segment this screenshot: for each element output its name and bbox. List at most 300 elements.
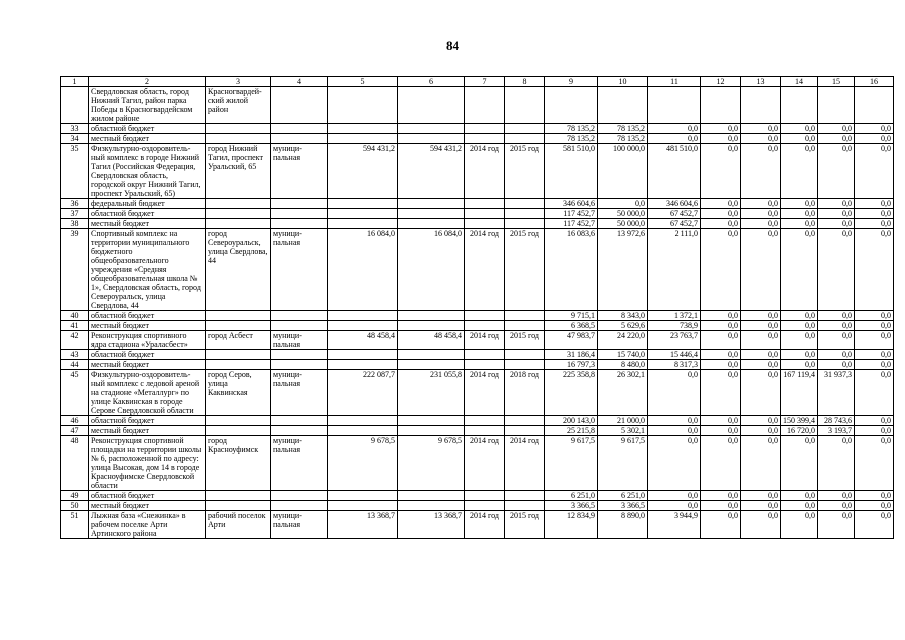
estimated-cost: 222 087,7 bbox=[328, 370, 398, 416]
start-year bbox=[465, 426, 505, 436]
row-number: 47 bbox=[61, 426, 89, 436]
row-number: 45 bbox=[61, 370, 89, 416]
row-number: 44 bbox=[61, 360, 89, 370]
funding-value: 0,0 bbox=[701, 350, 741, 360]
object-location bbox=[206, 124, 271, 134]
funding-value: 0,0 bbox=[741, 124, 781, 134]
table-row bbox=[61, 511, 894, 539]
start-year: 2014 год bbox=[465, 370, 505, 416]
row-number: 39 bbox=[61, 229, 89, 311]
end-year: 2018 год bbox=[505, 370, 545, 416]
end-year: 2015 год bbox=[505, 331, 545, 350]
continuation-row bbox=[61, 87, 894, 124]
start-year bbox=[465, 199, 505, 209]
funding-value: 225 358,8 bbox=[545, 370, 598, 416]
funding-value: 15 446,4 bbox=[648, 350, 701, 360]
estimated-cost bbox=[328, 134, 398, 144]
funding-value: 0,0 bbox=[701, 370, 741, 416]
column-header: 9 bbox=[545, 77, 598, 87]
row-number: 49 bbox=[61, 491, 89, 501]
ownership-type bbox=[271, 360, 328, 370]
start-year bbox=[465, 350, 505, 360]
funding-value: 78 135,2 bbox=[545, 124, 598, 134]
start-year bbox=[465, 311, 505, 321]
funding-value: 0,0 bbox=[855, 321, 894, 331]
funding-value: 9 617,5 bbox=[545, 436, 598, 491]
funding-value: 0,0 bbox=[701, 331, 741, 350]
estimated-cost bbox=[328, 426, 398, 436]
row-number: 35 bbox=[61, 144, 89, 199]
row-number: 40 bbox=[61, 311, 89, 321]
funding-value: 0,0 bbox=[741, 426, 781, 436]
end-year: 2014 год bbox=[505, 436, 545, 491]
row-number: 38 bbox=[61, 219, 89, 229]
funding-value: 0,0 bbox=[855, 331, 894, 350]
object-name: местный бюджет bbox=[89, 219, 206, 229]
funding-value: 67 452,7 bbox=[648, 209, 701, 219]
row-number: 36 bbox=[61, 199, 89, 209]
funding-value: 0,0 bbox=[818, 321, 855, 331]
funding-value: 0,0 bbox=[818, 501, 855, 511]
funding-value: 0,0 bbox=[741, 144, 781, 199]
object-location: рабочий поселок Арти bbox=[206, 511, 271, 539]
object-name: областной бюджет bbox=[89, 124, 206, 134]
table-row bbox=[61, 426, 894, 436]
funding-value: 581 510,0 bbox=[545, 144, 598, 199]
column-header: 4 bbox=[271, 77, 328, 87]
funding-value: 0,0 bbox=[781, 360, 818, 370]
object-name: Лыжная база «Снежинка» в рабочем поселке Арти Артинского района bbox=[89, 511, 206, 539]
funding-value: 78 135,2 bbox=[545, 134, 598, 144]
estimated-cost-current: 48 458,4 bbox=[398, 331, 465, 350]
estimated-cost-current bbox=[398, 491, 465, 501]
object-name: Спортивный комплекс на территории муниципального бюджетного общеобразовательного учреждения «Средняя общеобразовательная школа № 1», Свердловская область, город Североуральск, улица Свердлова, 44 bbox=[89, 229, 206, 311]
object-name: областной бюджет bbox=[89, 350, 206, 360]
funding-value: 0,0 bbox=[781, 311, 818, 321]
object-name: Физкультурно-оздоровитель-ный комплекс в городе Нижний Тагил (Российская Федерация, Свердловская область, городской округ Нижний Тагил, проспект Уральский, 65) bbox=[89, 144, 206, 199]
funding-value: 50 000,0 bbox=[598, 219, 648, 229]
funding-value: 13 972,6 bbox=[598, 229, 648, 311]
funding-value: 0,0 bbox=[818, 124, 855, 134]
ownership-type bbox=[271, 209, 328, 219]
row-number: 41 bbox=[61, 321, 89, 331]
estimated-cost bbox=[328, 311, 398, 321]
funding-value: 3 366,5 bbox=[545, 501, 598, 511]
estimated-cost bbox=[328, 219, 398, 229]
object-location bbox=[206, 360, 271, 370]
object-location bbox=[206, 491, 271, 501]
estimated-cost-current bbox=[398, 219, 465, 229]
funding-value: 0,0 bbox=[818, 229, 855, 311]
funding-value: 0,0 bbox=[781, 209, 818, 219]
estimated-cost-current bbox=[398, 416, 465, 426]
column-header: 1 bbox=[61, 77, 89, 87]
end-year bbox=[505, 321, 545, 331]
estimated-cost-current bbox=[398, 426, 465, 436]
estimated-cost-current bbox=[398, 350, 465, 360]
start-year: 2014 год bbox=[465, 436, 505, 491]
funding-value: 0,0 bbox=[818, 209, 855, 219]
object-name: местный бюджет bbox=[89, 360, 206, 370]
object-location: город Североуральск, улица Свердлова, 44 bbox=[206, 229, 271, 311]
estimated-cost: 48 458,4 bbox=[328, 331, 398, 350]
funding-value: 8 480,0 bbox=[598, 360, 648, 370]
funding-value: 23 763,7 bbox=[648, 331, 701, 350]
funding-value: 0,0 bbox=[818, 360, 855, 370]
object-name: областной бюджет bbox=[89, 491, 206, 501]
funding-value: 0,0 bbox=[741, 311, 781, 321]
funding-value: 0,0 bbox=[855, 311, 894, 321]
funding-value: 0,0 bbox=[701, 416, 741, 426]
object-location bbox=[206, 199, 271, 209]
start-year: 2014 год bbox=[465, 144, 505, 199]
funding-value: 25 215,8 bbox=[545, 426, 598, 436]
start-year bbox=[465, 134, 505, 144]
end-year bbox=[505, 199, 545, 209]
estimated-cost-current: 231 055,8 bbox=[398, 370, 465, 416]
funding-value: 0,0 bbox=[701, 311, 741, 321]
row-number: 34 bbox=[61, 134, 89, 144]
funding-value: 0,0 bbox=[741, 511, 781, 539]
table-row bbox=[61, 491, 894, 501]
funding-value: 481 510,0 bbox=[648, 144, 701, 199]
row-number bbox=[61, 87, 89, 124]
start-year bbox=[465, 124, 505, 134]
funding-value: 0,0 bbox=[781, 511, 818, 539]
estimated-cost bbox=[328, 199, 398, 209]
start-year bbox=[465, 501, 505, 511]
object-name: Реконструкция спортивного ядра стадиона «Ураласбест» bbox=[89, 331, 206, 350]
estimated-cost-current bbox=[398, 209, 465, 219]
funding-value: 0,0 bbox=[648, 426, 701, 436]
ownership-type bbox=[271, 426, 328, 436]
funding-value: 6 251,0 bbox=[598, 491, 648, 501]
estimated-cost-current bbox=[398, 134, 465, 144]
funding-value: 0,0 bbox=[741, 134, 781, 144]
header-row bbox=[61, 77, 894, 87]
end-year bbox=[505, 501, 545, 511]
funding-value: 0,0 bbox=[741, 416, 781, 426]
funding-value: 0,0 bbox=[701, 491, 741, 501]
table-row bbox=[61, 134, 894, 144]
end-year: 2015 год bbox=[505, 511, 545, 539]
estimated-cost bbox=[328, 501, 398, 511]
funding-value: 0,0 bbox=[781, 144, 818, 199]
funding-value: 0,0 bbox=[818, 350, 855, 360]
funding-value: 0,0 bbox=[648, 124, 701, 134]
funding-value: 0,0 bbox=[741, 370, 781, 416]
row-number: 51 bbox=[61, 511, 89, 539]
funding-value: 31 937,3 bbox=[818, 370, 855, 416]
funding-value: 16 720,0 bbox=[781, 426, 818, 436]
funding-value: 0,0 bbox=[701, 229, 741, 311]
funding-value: 0,0 bbox=[855, 144, 894, 199]
table-row bbox=[61, 436, 894, 491]
funding-value: 0,0 bbox=[741, 219, 781, 229]
funding-value: 0,0 bbox=[855, 219, 894, 229]
object-location bbox=[206, 134, 271, 144]
funding-value: 12 834,9 bbox=[545, 511, 598, 539]
funding-value: 0,0 bbox=[855, 511, 894, 539]
end-year bbox=[505, 416, 545, 426]
start-year bbox=[465, 219, 505, 229]
funding-value: 0,0 bbox=[781, 134, 818, 144]
estimated-cost bbox=[328, 491, 398, 501]
object-location bbox=[206, 426, 271, 436]
estimated-cost: 9 678,5 bbox=[328, 436, 398, 491]
end-year bbox=[505, 134, 545, 144]
funding-value: 0,0 bbox=[701, 501, 741, 511]
funding-value: 3 944,9 bbox=[648, 511, 701, 539]
column-header: 6 bbox=[398, 77, 465, 87]
estimated-cost: 16 084,0 bbox=[328, 229, 398, 311]
row-number: 43 bbox=[61, 350, 89, 360]
start-year bbox=[465, 209, 505, 219]
funding-value: 78 135,2 bbox=[598, 124, 648, 134]
funding-value: 5 302,1 bbox=[598, 426, 648, 436]
estimated-cost-current bbox=[398, 199, 465, 209]
ownership-type: муници-пальная bbox=[271, 144, 328, 199]
end-year bbox=[505, 426, 545, 436]
funding-value: 31 186,4 bbox=[545, 350, 598, 360]
table-row bbox=[61, 219, 894, 229]
funding-value: 0,0 bbox=[818, 436, 855, 491]
column-header: 2 bbox=[89, 77, 206, 87]
end-year bbox=[505, 491, 545, 501]
funding-value: 0,0 bbox=[855, 209, 894, 219]
funding-value: 26 302,1 bbox=[598, 370, 648, 416]
funding-value: 167 119,4 bbox=[781, 370, 818, 416]
funding-value: 346 604,6 bbox=[545, 199, 598, 209]
start-year: 2014 год bbox=[465, 511, 505, 539]
object-name: местный бюджет bbox=[89, 501, 206, 511]
end-year bbox=[505, 311, 545, 321]
start-year: 2014 год bbox=[465, 229, 505, 311]
funding-value: 2 111,0 bbox=[648, 229, 701, 311]
funding-value: 0,0 bbox=[781, 350, 818, 360]
funding-value: 0,0 bbox=[701, 209, 741, 219]
funding-value: 3 193,7 bbox=[818, 426, 855, 436]
funding-value: 0,0 bbox=[598, 199, 648, 209]
funding-value: 0,0 bbox=[818, 199, 855, 209]
funding-value: 0,0 bbox=[781, 436, 818, 491]
funding-value: 0,0 bbox=[855, 416, 894, 426]
end-year bbox=[505, 350, 545, 360]
table-row bbox=[61, 144, 894, 199]
funding-value: 0,0 bbox=[701, 124, 741, 134]
estimated-cost-current bbox=[398, 311, 465, 321]
funding-value: 0,0 bbox=[818, 134, 855, 144]
funding-value: 0,0 bbox=[741, 229, 781, 311]
object-location: Красногвардей-ский жилой район bbox=[206, 87, 271, 124]
row-number: 48 bbox=[61, 436, 89, 491]
funding-value: 5 629,6 bbox=[598, 321, 648, 331]
object-name: местный бюджет bbox=[89, 426, 206, 436]
funding-value: 16 083,6 bbox=[545, 229, 598, 311]
object-location bbox=[206, 219, 271, 229]
table-row bbox=[61, 311, 894, 321]
funding-value: 346 604,6 bbox=[648, 199, 701, 209]
funding-value: 0,0 bbox=[855, 199, 894, 209]
ownership-type bbox=[271, 124, 328, 134]
funding-value: 150 399,4 bbox=[781, 416, 818, 426]
funding-value: 0,0 bbox=[781, 501, 818, 511]
object-name: местный бюджет bbox=[89, 134, 206, 144]
object-name: областной бюджет bbox=[89, 311, 206, 321]
object-name: Реконструкция спортивной площадки на территории школы № 6, расположенной по адресу: улица Высокая, дом 14 в городе Красноуфимске Свердловской области bbox=[89, 436, 206, 491]
ownership-type: муници-пальная bbox=[271, 229, 328, 311]
funding-value: 0,0 bbox=[648, 134, 701, 144]
page-number: 84 bbox=[446, 38, 459, 53]
funding-value: 0,0 bbox=[701, 436, 741, 491]
estimated-cost: 13 368,7 bbox=[328, 511, 398, 539]
funding-value: 100 000,0 bbox=[598, 144, 648, 199]
funding-value: 0,0 bbox=[818, 219, 855, 229]
funding-value: 117 452,7 bbox=[545, 219, 598, 229]
ownership-type: муници-пальная bbox=[271, 511, 328, 539]
funding-value: 0,0 bbox=[855, 436, 894, 491]
object-location bbox=[206, 209, 271, 219]
funding-value: 117 452,7 bbox=[545, 209, 598, 219]
ownership-type bbox=[271, 311, 328, 321]
funding-value: 0,0 bbox=[855, 360, 894, 370]
column-header: 16 bbox=[855, 77, 894, 87]
funding-value: 0,0 bbox=[855, 124, 894, 134]
funding-value: 3 366,5 bbox=[598, 501, 648, 511]
object-name: областной бюджет bbox=[89, 209, 206, 219]
ownership-type bbox=[271, 416, 328, 426]
funding-value: 0,0 bbox=[855, 426, 894, 436]
ownership-type: муници-пальная bbox=[271, 331, 328, 350]
object-location bbox=[206, 321, 271, 331]
funding-value: 28 743,6 bbox=[818, 416, 855, 426]
end-year bbox=[505, 360, 545, 370]
ownership-type bbox=[271, 219, 328, 229]
estimated-cost bbox=[328, 360, 398, 370]
object-location bbox=[206, 350, 271, 360]
funding-value: 0,0 bbox=[741, 321, 781, 331]
funding-value: 0,0 bbox=[855, 229, 894, 311]
funding-value: 0,0 bbox=[648, 416, 701, 426]
column-header: 8 bbox=[505, 77, 545, 87]
column-header: 14 bbox=[781, 77, 818, 87]
funding-value: 0,0 bbox=[701, 199, 741, 209]
funding-value: 0,0 bbox=[701, 511, 741, 539]
end-year bbox=[505, 219, 545, 229]
funding-value: 0,0 bbox=[741, 331, 781, 350]
funding-value: 0,0 bbox=[741, 199, 781, 209]
estimated-cost bbox=[328, 321, 398, 331]
object-location: город Серов, улица Каквинская bbox=[206, 370, 271, 416]
funding-value: 0,0 bbox=[818, 511, 855, 539]
column-header: 12 bbox=[701, 77, 741, 87]
funding-value: 738,9 bbox=[648, 321, 701, 331]
end-year: 2015 год bbox=[505, 144, 545, 199]
table-row bbox=[61, 350, 894, 360]
start-year bbox=[465, 416, 505, 426]
funding-value: 24 220,0 bbox=[598, 331, 648, 350]
table-body bbox=[61, 77, 894, 539]
funding-value: 0,0 bbox=[741, 360, 781, 370]
column-header: 11 bbox=[648, 77, 701, 87]
table-row bbox=[61, 321, 894, 331]
funding-value: 9 715,1 bbox=[545, 311, 598, 321]
row-number: 50 bbox=[61, 501, 89, 511]
funding-value: 9 617,5 bbox=[598, 436, 648, 491]
column-header: 7 bbox=[465, 77, 505, 87]
funding-value: 0,0 bbox=[855, 350, 894, 360]
table-row bbox=[61, 199, 894, 209]
object-name: Физкультурно-оздоровитель-ный комплекс с ледовой ареной на стадионе «Металлург» по улице Каквинская в городе Серове Свердловской области bbox=[89, 370, 206, 416]
ownership-type bbox=[271, 134, 328, 144]
funding-value: 0,0 bbox=[781, 491, 818, 501]
ownership-type bbox=[271, 501, 328, 511]
estimated-cost-current: 9 678,5 bbox=[398, 436, 465, 491]
funding-value: 15 740,0 bbox=[598, 350, 648, 360]
column-header: 13 bbox=[741, 77, 781, 87]
funding-value: 200 143,0 bbox=[545, 416, 598, 426]
object-name: Свердловская область, город Нижний Тагил, район парка Победы в Красногвардейском жилом районе bbox=[89, 87, 206, 124]
ownership-type: муници-пальная bbox=[271, 370, 328, 416]
estimated-cost bbox=[328, 350, 398, 360]
funding-value: 0,0 bbox=[818, 144, 855, 199]
estimated-cost-current: 16 084,0 bbox=[398, 229, 465, 311]
funding-value: 0,0 bbox=[855, 501, 894, 511]
funding-value: 0,0 bbox=[741, 209, 781, 219]
funding-value: 0,0 bbox=[781, 219, 818, 229]
object-location bbox=[206, 311, 271, 321]
funding-value: 0,0 bbox=[781, 321, 818, 331]
estimated-cost-current bbox=[398, 124, 465, 134]
funding-value: 67 452,7 bbox=[648, 219, 701, 229]
funding-value: 1 372,1 bbox=[648, 311, 701, 321]
funding-value: 0,0 bbox=[855, 370, 894, 416]
end-year: 2015 год bbox=[505, 229, 545, 311]
funding-value: 0,0 bbox=[781, 199, 818, 209]
ownership-type bbox=[271, 350, 328, 360]
estimated-cost-current bbox=[398, 360, 465, 370]
column-header: 15 bbox=[818, 77, 855, 87]
table-row bbox=[61, 360, 894, 370]
funding-value: 0,0 bbox=[701, 321, 741, 331]
funding-value: 0,0 bbox=[701, 144, 741, 199]
funding-value: 0,0 bbox=[818, 331, 855, 350]
object-name: федеральный бюджет bbox=[89, 199, 206, 209]
funding-value: 0,0 bbox=[648, 436, 701, 491]
table-row bbox=[61, 124, 894, 134]
table-row bbox=[61, 209, 894, 219]
start-year bbox=[465, 360, 505, 370]
funding-value: 0,0 bbox=[781, 331, 818, 350]
start-year: 2014 год bbox=[465, 331, 505, 350]
funding-value: 8 890,0 bbox=[598, 511, 648, 539]
estimated-cost bbox=[328, 416, 398, 426]
start-year bbox=[465, 321, 505, 331]
ownership-type: муници-пальная bbox=[271, 436, 328, 491]
row-number: 42 bbox=[61, 331, 89, 350]
column-header: 5 bbox=[328, 77, 398, 87]
table-row bbox=[61, 370, 894, 416]
funding-value: 0,0 bbox=[818, 491, 855, 501]
budget-table bbox=[60, 76, 894, 539]
funding-value: 0,0 bbox=[648, 501, 701, 511]
ownership-type bbox=[271, 321, 328, 331]
start-year bbox=[465, 491, 505, 501]
funding-value: 0,0 bbox=[701, 426, 741, 436]
row-number: 37 bbox=[61, 209, 89, 219]
funding-value: 0,0 bbox=[741, 491, 781, 501]
end-year bbox=[505, 124, 545, 134]
